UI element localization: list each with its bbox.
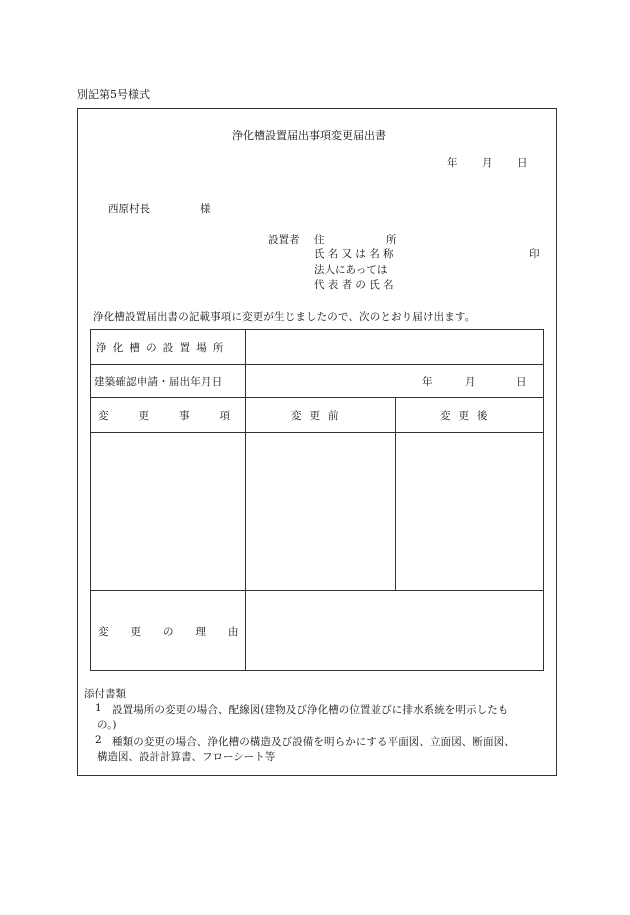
reason-label: 変更の理由 bbox=[98, 626, 261, 638]
addressee-honorific: 様 bbox=[200, 203, 211, 215]
document-title: 浄化槽設置届出事項変更届出書 bbox=[232, 129, 386, 142]
confirm-date-month: 月 bbox=[465, 376, 476, 388]
statement-text: 浄化槽設置届出書の記載事項に変更が生じましたので、次のとおり届け出ます。 bbox=[93, 311, 476, 323]
form-number: 別記第5号様式 bbox=[77, 88, 150, 101]
attachment-1-text: 設置場所の変更の場合、配線図(建物及び浄化槽の位置並びに排水系統を明示したも bbox=[112, 704, 509, 716]
attachments-heading: 添付書類 bbox=[84, 688, 126, 700]
change-before-field[interactable] bbox=[246, 433, 395, 590]
location-value-field[interactable] bbox=[246, 330, 543, 364]
header-before: 変更前 bbox=[291, 410, 347, 422]
confirm-date-day: 日 bbox=[516, 376, 527, 388]
confirm-date-label: 建築確認申請・届出年月日 bbox=[94, 376, 223, 388]
header-after: 変更後 bbox=[440, 410, 496, 422]
corporate-note: 法人にあっては bbox=[314, 264, 388, 276]
attachment-2-text-cont: 構造図、設計計算書、フローシート等 bbox=[97, 751, 276, 763]
change-item-field[interactable] bbox=[91, 433, 245, 590]
date-year-label: 年 bbox=[447, 157, 458, 169]
change-after-field[interactable] bbox=[396, 433, 543, 590]
date-month-label: 月 bbox=[482, 157, 493, 169]
attachment-2-text: 種類の変更の場合、浄化槽の構造及び設備を明らかにする平面図、立面図、断面図、 bbox=[112, 736, 515, 748]
address-label-2: 所 bbox=[386, 234, 397, 246]
attachment-1-text-cont: の。) bbox=[97, 719, 117, 731]
applicant-role: 設置者 bbox=[268, 234, 300, 246]
attachment-2-number: 2 bbox=[95, 734, 102, 746]
address-label-1: 住 bbox=[314, 234, 325, 246]
addressee-name: 西原村長 bbox=[108, 203, 150, 215]
attachment-1-number: 1 bbox=[95, 702, 102, 714]
date-day-label: 日 bbox=[517, 157, 528, 169]
reason-field[interactable] bbox=[246, 591, 543, 670]
header-change-item: 変更事項 bbox=[98, 410, 260, 422]
location-label: 浄化槽の設置場所 bbox=[96, 342, 230, 354]
seal-mark: 印 bbox=[529, 248, 540, 260]
representative-label: 代表者の氏名 bbox=[314, 279, 397, 291]
name-label: 氏名又は名称 bbox=[314, 248, 397, 260]
confirm-date-year: 年 bbox=[422, 376, 433, 388]
